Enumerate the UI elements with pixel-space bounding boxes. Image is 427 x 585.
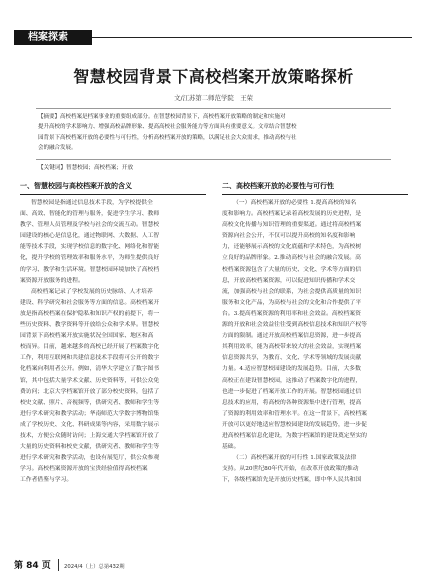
abstract xyxy=(36,108,391,160)
text-line: 技术，方便公众随时访问；上海交通大学档案馆开放了 xyxy=(20,432,160,439)
text-line: 校而异。目前，越来越多的高校已经开展了档案数字化 xyxy=(20,344,160,351)
text-line: 台。3.提高档案资源的利用率和社会效益。高校档案资 xyxy=(222,310,361,317)
article-title: 智慧校园背景下高校档案开放策略探析 xyxy=(73,67,354,86)
text-line: 能等技术手段，实现学校信息的数字化、网络化和智能 xyxy=(20,244,160,251)
section-label: 档案探索 xyxy=(14,30,92,45)
text-line: 进高校档案信息化建设，为数字档案馆的建设奠定坚实的 xyxy=(222,432,367,439)
text-line: 智慧校园是指通过信息技术手段，为学校提供全 xyxy=(31,200,153,206)
text-line: 大量的历史资料和校史文献，供研究者、教师和学生等 xyxy=(20,444,160,451)
text-line: 下，各级档案馆先是开放历史档案，即中华人民共和国 xyxy=(222,477,362,484)
article-author: 文/江苏第二师范学院 王荣 xyxy=(174,94,253,102)
section-heading: 一、智慧校园与高校档案开放的含义 xyxy=(20,180,206,195)
abstract-line: 【摘要】高校档案是档案事业的重要组成部分。在智慧校园背景下，高校档案开放策略的制定和实施对 xyxy=(38,114,286,120)
page-number: 第 84 页 xyxy=(14,561,51,571)
text-line: 园建设的核心是信息化，通过物联网、大数据、人工智 xyxy=(20,233,160,240)
text-line: 方面的限制。通过开放高校档案信息资源，进一步提高 xyxy=(222,333,362,340)
section-header xyxy=(14,30,412,45)
text-line: 的学习、教学和生活环境。智慧校园环境加快了高校档 xyxy=(20,266,160,273)
text-line: 建设、科学研究和社会服务等方面的信息。高校档案开 xyxy=(20,299,160,306)
text-line: 案资源开放服务的进程。 xyxy=(20,277,84,284)
text-line: 高校档案记录了学校发展的历史脉络、人才培养 xyxy=(31,288,153,295)
left-body-text xyxy=(20,198,206,486)
text-line: 化档案向利用者公开。例如，清华大学建立了数字图书 xyxy=(20,366,160,373)
text-line: （二）高校档案开放的可行性 1.国家政策及法律 xyxy=(233,455,357,462)
text-line: 信息资源共享，为教育、文化、学术等领域的发展贡献 xyxy=(222,355,362,362)
footer-divider xyxy=(58,559,59,571)
left-column xyxy=(20,180,206,486)
text-line: 校史文献、照片、音视频等，供研究者、教师和学生等 xyxy=(20,399,160,406)
issue-info: 2024/4（上）总第432期 xyxy=(64,564,125,570)
page-footer xyxy=(14,558,412,572)
text-line: 开放可以更好地适应智慧校园建设的发展趋势，进一步促 xyxy=(222,421,367,428)
text-line: 工作者借鉴与学习。 xyxy=(20,477,73,484)
text-line: 进行学术研究和教学活动，也设有展览厅，供公众参观 xyxy=(20,455,160,462)
text-line: 其利用效率，能为高校带来较大的社会效益，实现档案 xyxy=(222,344,362,351)
text-line: 服务和文化产品，为高校与社会的文化和合作提供了平 xyxy=(222,299,362,306)
text-line: 面、高效、智能化的管理与服务，促进学生学习、教师 xyxy=(20,211,160,218)
text-line: 也进一步促进了档案开放工作的开展。智慧校园通过信 xyxy=(222,388,362,395)
text-line: 校档案资源包含了大量的历史、文化、学术等方面的信 xyxy=(222,266,362,273)
text-line: 息，开放高校档案资源，可以促进知识传播和学术交 xyxy=(222,277,356,284)
header-rule xyxy=(92,37,412,38)
text-line: 教学、管理人员管理及学校与社会的交流互动。智慧校 xyxy=(20,222,160,229)
text-line: 费访问；北京大学档案馆开放了部分校史资料，包括了 xyxy=(20,388,160,395)
text-line: 成了学校历史、文化、科研成果等内容，采用数字展示 xyxy=(20,421,160,428)
text-line: 进行学术研究和教学活动；华南师范大学数字博物馆集 xyxy=(20,410,160,417)
text-line: 放是指高校档案在保护隐私和知识产权的前提下，将一 xyxy=(20,310,160,317)
right-body-text xyxy=(222,198,408,486)
abstract-line: 会的融合发展。 xyxy=(38,145,77,152)
text-line: 流，加强高校与社会的联系，为社会提供高质量的知识 xyxy=(222,288,362,295)
text-line: 支持。从20世纪80年代开始，在改革开放政策的推动 xyxy=(222,466,359,473)
text-line: 力量。4.适应智慧校园建设的发展趋势。目前，大多数 xyxy=(222,366,361,373)
text-line: 了资源的利用效率和管理水平。在这一背景下，高校档案 xyxy=(222,410,367,417)
text-line: 息技术的应用，将高校的各种资源集中进行管理，提高 xyxy=(222,399,362,406)
text-line: 立良好的品牌形象。2.推动高校与社会的融合发展。高 xyxy=(222,255,361,262)
abstract-line: 提升高校的学术影响力、增强高校品牌形象、提高高校社会服务能力等方面具有重要意义。文章结合智慧校 xyxy=(38,124,297,131)
section-heading: 二、高校档案开放的必要性与可行性 xyxy=(222,180,408,195)
text-line: 些历史资料、教学资料等开放给公众和学术界。智慧校 xyxy=(20,322,160,329)
text-line: 力，还能够展示高校的文化底蕴和学术特色，为高校树 xyxy=(222,244,362,251)
text-line: 学习。高校档案资源开放的宝贵经验值得高校档案 xyxy=(20,466,148,473)
text-line: 工作，利用互联网和共建信息技术手段将可公开的数字 xyxy=(20,355,160,362)
keywords: 【关键词】智慧校园；高校档案；开放 xyxy=(38,165,134,171)
text-line: 高校正在建设智慧校园，这推动了档案数字化的进程， xyxy=(222,377,362,384)
text-line: 资源向社会公开，不仅可以提升高校的知名度和影响 xyxy=(222,233,356,240)
text-line: 馆，其中包括大量学术文献、历史资料等，可供公众免 xyxy=(20,377,160,384)
text-line: 高校文化传播与知识管理的重要渠道。通过将高校档案 xyxy=(222,222,362,229)
text-line: 园背景下高校档案开放实施状况全国国家、地区和高 xyxy=(20,333,154,340)
text-line: （一）高校档案开放的必要性 1.提高高校的知名 xyxy=(233,200,357,206)
abstract-line: 园背景下高校档案开放的必要性与可行性，分析高校档案开放的策略，以满足社会大众需求，推动高校与社 xyxy=(38,134,297,141)
right-column xyxy=(222,180,408,486)
text-line: 化，提升学校的管理效率和服务水平，为师生提供良好 xyxy=(20,255,160,262)
text-line: 基础。 xyxy=(222,444,240,451)
text-line: 源的开放和社会效益往往受到高校信息技术和知识产权等 xyxy=(222,322,367,329)
text-line: 度和影响力。高校档案记录着高校发展的历史进程，是 xyxy=(222,211,362,218)
